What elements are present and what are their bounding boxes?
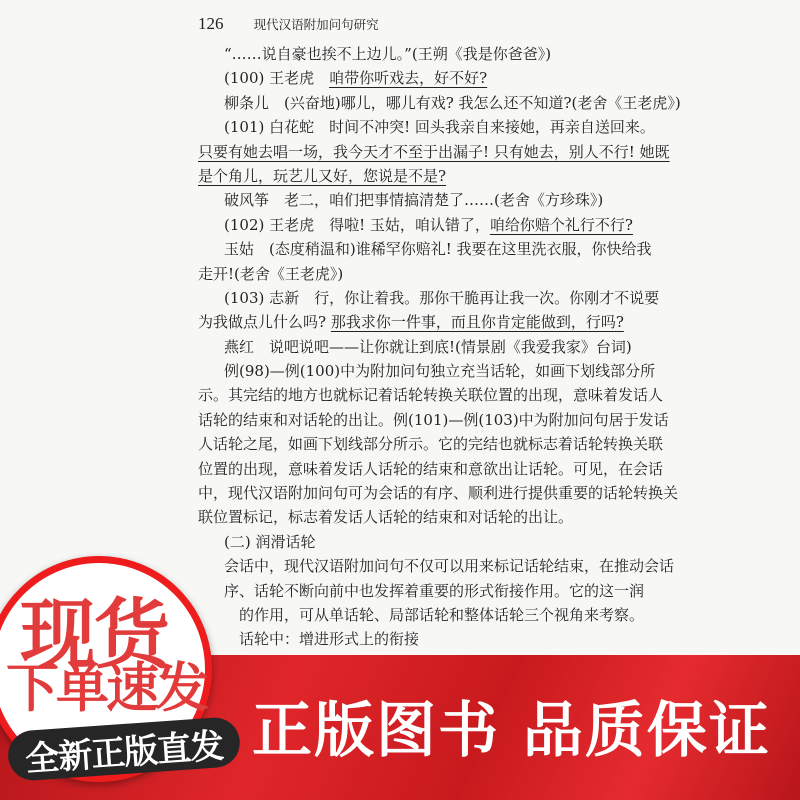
text-segment: 为我做点儿什么吗? xyxy=(198,313,331,332)
text-segment: 中，现代汉语附加问句可为会话的有序、顺利进行提供重要的话轮转换关 xyxy=(198,484,679,503)
text-segment: 的作用，可从单话轮、局部话轮和整体话轮三个视角来考察。 xyxy=(224,605,645,624)
text-line xyxy=(198,408,669,432)
text-line xyxy=(198,188,626,212)
text-segment: 示。其完结的地方也就标记着话轮转换关联位置的出现，意味着发话人 xyxy=(198,386,664,405)
underlined-segment: 咱给你赔个礼行不行? xyxy=(489,215,633,234)
banner-slogan: 正版图书 品质保证 xyxy=(252,696,771,766)
text-line xyxy=(198,432,664,456)
text-segment: 人话轮之尾，如画下划线部分所示。它的完结也就标志着话轮转换关联 xyxy=(198,435,664,454)
text-segment: (100) 王老虎 xyxy=(224,69,330,88)
text-line xyxy=(198,457,664,481)
text-line xyxy=(198,530,626,554)
text-segment: (103) 志新 行，你让着我。那你干脆再让我一次。你刚才不说要 xyxy=(224,288,660,307)
text-line xyxy=(198,481,679,505)
text-line xyxy=(198,554,675,578)
text-segment: 位置的出现，意味着发话人话轮的结束和意欲出让话轮。可见，在会话 xyxy=(198,459,664,478)
text-line xyxy=(198,359,656,383)
text-segment: 燕红 说吧说吧——让你就让到底!(情景剧《我爱我家》台词) xyxy=(224,337,632,356)
text-line xyxy=(198,164,626,188)
text-segment: 玉姑 (态度稍温和)谁稀罕你赔礼! 我要在这里洗衣服，你快给我 xyxy=(224,240,652,259)
text-line xyxy=(198,505,626,529)
text-line xyxy=(198,310,626,334)
text-segment: (101) 白花蛇 时间不冲突! 回头我亲自来接她，再亲自送回来。 xyxy=(224,118,655,137)
text-segment: 会话中，现代汉语附加问句不仅可以用来标记话轮结束，在推动会话 xyxy=(224,557,675,576)
badge-in-stock-text: 现货 xyxy=(20,590,168,679)
underlined-segment: 是个角儿，玩艺儿又好，您说是不是? xyxy=(198,166,447,185)
text-segment: 柳条儿 (兴奋地)哪儿，哪儿有戏? 我怎么还不知道?(老舍《王老虎》) xyxy=(224,93,681,112)
text-line xyxy=(198,286,660,310)
text-segment: 破风筝 老二，咱们把事情搞清楚了……(老舍《方珍珠》) xyxy=(224,191,604,210)
text-line xyxy=(198,213,633,237)
page-number: 126 xyxy=(198,14,224,33)
badge-fast-ship-text: 下单速发 xyxy=(6,658,206,719)
text-line xyxy=(198,115,655,139)
running-title: 现代汉语附加问句研究 xyxy=(253,17,379,32)
underlined-segment: 只要有她去唱一场，我今天才不至于出漏子! 只有她去，别人不行! 她既 xyxy=(198,142,670,161)
underlined-segment: 咱带你听戏去，好不好? xyxy=(329,69,488,88)
text-segment: (102) 王老虎 得啦! 玉姑，咱认错了， xyxy=(224,215,490,234)
text-segment: (二) 润滑话轮 xyxy=(224,532,316,551)
page-header xyxy=(198,14,379,34)
text-line xyxy=(198,237,652,261)
underlined-segment: 那我求你一件事，而且你肯定能做到，行吗? xyxy=(330,313,624,332)
text-line xyxy=(198,627,626,651)
text-segment: 走开!(老舍《王老虎》) xyxy=(198,264,344,283)
text-segment: “……说自豪也挨不上边儿。”(王朔《我是你爸爸》) xyxy=(224,45,552,63)
badge-pill-text: 全新正版直发 xyxy=(24,725,225,780)
text-segment: 例(98)—例(100)中为附加问句独立充当话轮，如画下划线部分所 xyxy=(224,362,656,381)
text-segment: 序、话轮不断向前中也发挥着重要的形式衔接作用。它的这一润 xyxy=(224,581,645,600)
text-line xyxy=(198,140,670,164)
text-line xyxy=(198,91,681,115)
text-line xyxy=(198,262,626,286)
text-segment: 话轮中：增进形式上的衔接 xyxy=(224,630,420,649)
text-line xyxy=(198,66,626,90)
text-line xyxy=(198,579,645,603)
text-line xyxy=(198,383,664,407)
text-line xyxy=(198,335,632,359)
text-line xyxy=(198,603,645,627)
text-segment: 联位置标记，标志着发话人话轮的结束和对话轮的出让。 xyxy=(198,508,574,527)
text-line xyxy=(198,42,626,66)
text-segment: 话轮的结束和对话轮的出让。例(101)—例(103)中为附加问句居于发话 xyxy=(198,410,669,429)
book-page-text xyxy=(198,42,681,652)
